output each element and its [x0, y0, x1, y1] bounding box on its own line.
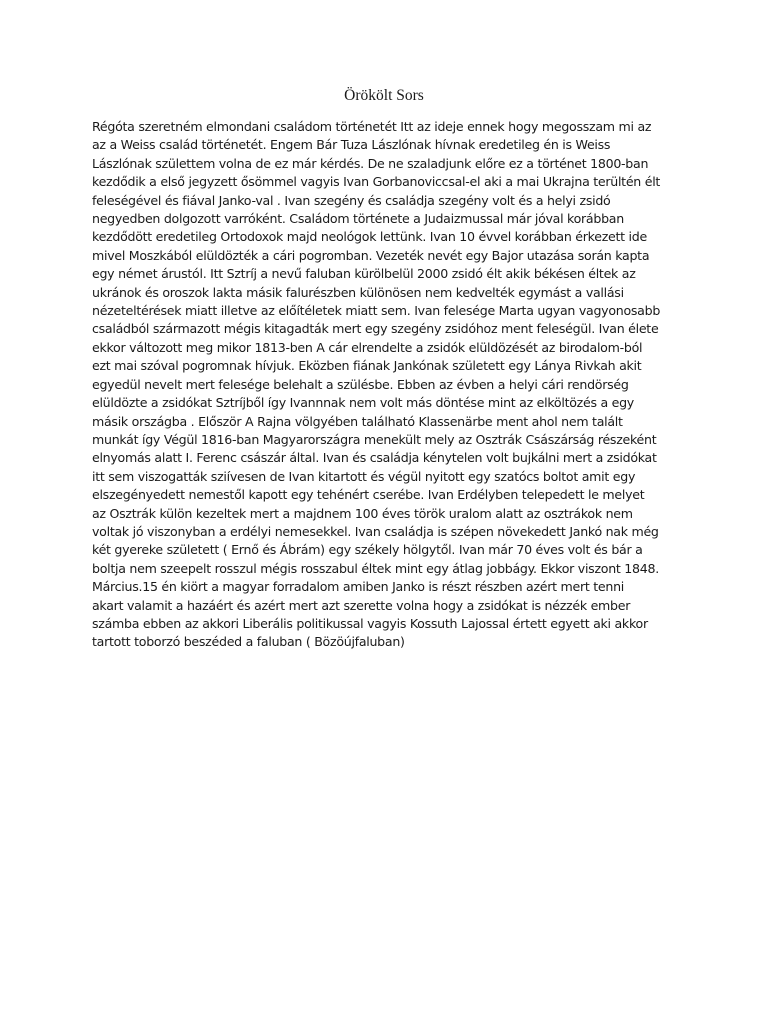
body-line: mivel Moszkából elüldözték a cári pogromban. Vezeték nevét egy Bajor utazása során kapta: [92, 247, 650, 263]
body-line: az a Weiss család történetét. Engem Bár Tuza Lászlónak hívnak eredetileg én is Weiss: [92, 137, 611, 153]
body-line: kezdődik a első jegyzett ősömmel vagyis Ivan Gorbanoviccsal-el aki a mai Ukrajna terültén élt: [92, 174, 661, 190]
body-line: tartott toborzó beszéded a faluban ( Bözöújfaluban): [92, 634, 405, 650]
body-line: Lászlónak születtem volna de ez már kérdés. De ne szaladjunk előre ez a történet 1800-ban: [92, 155, 649, 171]
body-line: voltak jó viszonyban a erdélyi nemesekkel. Ivan családja is szépen növekedett Jankó nak még: [92, 523, 659, 539]
body-line: egyedül nevelt mert felesége belehalt a szülésbe. Ebben az évben a helyi cári rendörség: [92, 376, 629, 392]
body-line: akart valamit a hazáért és azért mert azt szerette volna hogy a zsidókat is nézzék ember: [92, 597, 631, 613]
body-line: ukránok és oroszok lakta másik falurészben különösen nem kedvelték egymást a vallási: [92, 284, 624, 300]
body-line: másik országba . Először A Rajna völgyében található Klassenärbe ment ahol nem talált: [92, 413, 623, 429]
body-line: Régóta szeretném elmondani családom történetét Itt az ideje ennek hogy megosszam mi az: [92, 119, 652, 134]
body-line: itt sem viszogatták sziívesen de Ivan kitartott és végül nyitott egy szatócs boltot amit egy: [92, 468, 636, 484]
body-line: számba ebben az akkori Liberális politikussal vagyis Kossuth Lajossal értett egyett aki akkor: [92, 615, 648, 631]
body-line: családból származott mégis kitagadták mert egy szegény zsidóhoz ment feleségül. Ivan élete: [92, 321, 659, 337]
body-line: egy német árustól. Itt Sztríj a nevű faluban kürölbelül 2000 zsidó élt akik békésen éltek az: [92, 266, 636, 282]
body-line: ezt mai szóval pogromnak hívjuk. Eközben fiának Jankónak született egy Lánya Rivkah akit: [92, 358, 642, 374]
body-line: Március.15 én kiört a magyar forradalom amiben Janko is részt részben azért mert tenni: [92, 579, 625, 595]
body-line: kezdődött eredetileg Ortodoxok majd neológok lettünk. Ivan 10 évvel korábban érkezett ide: [92, 229, 647, 245]
body-line: negyedben dolgozott varróként. Családom története a Judaizmussal már jóval korábban: [92, 211, 624, 227]
body-line: nézeteltérések miatt illetve az előítéletek miatt sem. Ivan felesége Marta ugyan vagyonosabb: [92, 303, 661, 319]
document-body: [92, 118, 680, 652]
body-line: az Osztrák külön kezeltek mert a majdnem 100 éves török uralom alatt az osztrákok nem: [92, 505, 633, 521]
body-line: elnyomás alatt I. Ferenc császár által. Ivan és családja kénytelen volt bujkálni mert a zsidókat: [92, 450, 657, 466]
body-line: elszegényedett nemestől kapott egy tehénért cserébe. Ivan Erdélyben telepedett le melyet: [92, 487, 645, 503]
body-line: elüldözte a zsidókat Sztríjből így Ivannnak nem volt más döntése mint az elköltözés a egy: [92, 395, 634, 411]
body-line: két gyereke született ( Ernő és Ábrám) egy székely hölgytől. Ivan már 70 éves volt és bár a: [92, 542, 643, 558]
document-title: Örökölt Sors: [344, 87, 424, 104]
body-line: boltja nem szeepelt rosszul mégis rosszabul éltek mint egy átlag jobbágy. Ekkor viszont 1848.: [92, 560, 659, 576]
body-line: munkát így Végül 1816-ban Magyarországra menekült mely az Osztrák Császárság részeként: [92, 431, 657, 447]
body-line: feleségével és fiával Janko-val . Ivan szegény és családja szegény volt és a helyi zsidó: [92, 192, 611, 208]
body-line: ekkor változott meg mikor 1813-ben A cár elrendelte a zsidók elüldözését az birodalom-ból: [92, 339, 643, 355]
